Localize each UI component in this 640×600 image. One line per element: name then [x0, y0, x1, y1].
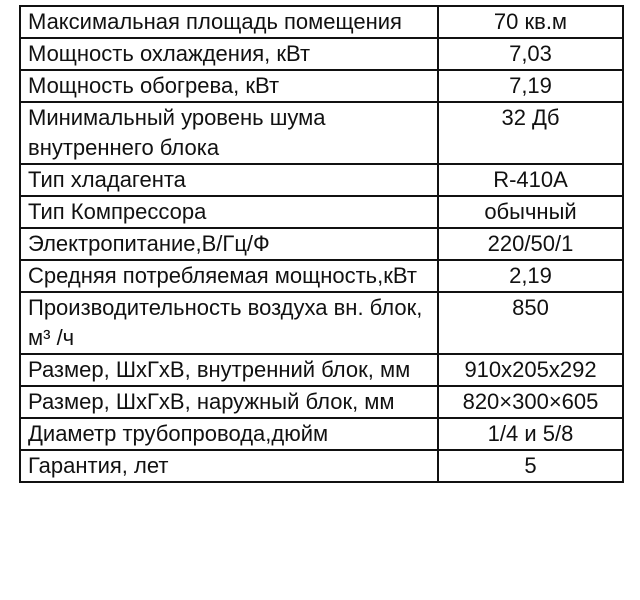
table-row: [20, 70, 623, 102]
spec-value-cooling-power: 7,03: [438, 38, 623, 70]
spec-label-indoor-size: Размер, ШхГхВ, внутренний блок, мм: [20, 354, 438, 386]
spec-label-pipe-diameter: Диаметр трубопровода,дюйм: [20, 418, 438, 450]
spec-value-indoor-size: 910х205х292: [438, 354, 623, 386]
table-row: [20, 6, 623, 38]
table-row: [20, 38, 623, 70]
table-row: [20, 260, 623, 292]
spec-value-power-consumption: 2,19: [438, 260, 623, 292]
spec-label-refrigerant: Тип хладагента: [20, 164, 438, 196]
spec-value-pipe-diameter: 1/4 и 5/8: [438, 418, 623, 450]
table-row: [20, 354, 623, 386]
spec-value-noise-level: 32 Дб: [438, 102, 623, 164]
table-row: [20, 418, 623, 450]
table-row: [20, 164, 623, 196]
table-row: [20, 196, 623, 228]
spec-label-outdoor-size: Размер, ШхГхВ, наружный блок, мм: [20, 386, 438, 418]
spec-value-power-supply: 220/50/1: [438, 228, 623, 260]
table-row: [20, 228, 623, 260]
spec-label-warranty: Гарантия, лет: [20, 450, 438, 482]
spec-value-max-area: 70 кв.м: [438, 6, 623, 38]
specifications-table: [19, 5, 624, 483]
table-row: [20, 386, 623, 418]
table-row: [20, 102, 623, 164]
spec-value-airflow: 850: [438, 292, 623, 354]
spec-value-refrigerant: R-410A: [438, 164, 623, 196]
spec-label-noise-level: Минимальный уровень шума внутреннего блока: [20, 102, 438, 164]
spec-value-warranty: 5: [438, 450, 623, 482]
spec-label-compressor-type: Тип Компрессора: [20, 196, 438, 228]
spec-label-cooling-power: Мощность охлаждения, кВт: [20, 38, 438, 70]
spec-value-outdoor-size: 820×300×605: [438, 386, 623, 418]
spec-label-power-consumption: Средняя потребляемая мощность,кВт: [20, 260, 438, 292]
spec-label-max-area: Максимальная площадь помещения: [20, 6, 438, 38]
spec-value-compressor-type: обычный: [438, 196, 623, 228]
spec-value-heating-power: 7,19: [438, 70, 623, 102]
table-row: [20, 292, 623, 354]
spec-label-heating-power: Мощность обогрева, кВт: [20, 70, 438, 102]
table-row: [20, 450, 623, 482]
spec-label-airflow: Производительность воздуха вн. блок, м³ /ч: [20, 292, 438, 354]
spec-label-power-supply: Электропитание,В/Гц/Ф: [20, 228, 438, 260]
